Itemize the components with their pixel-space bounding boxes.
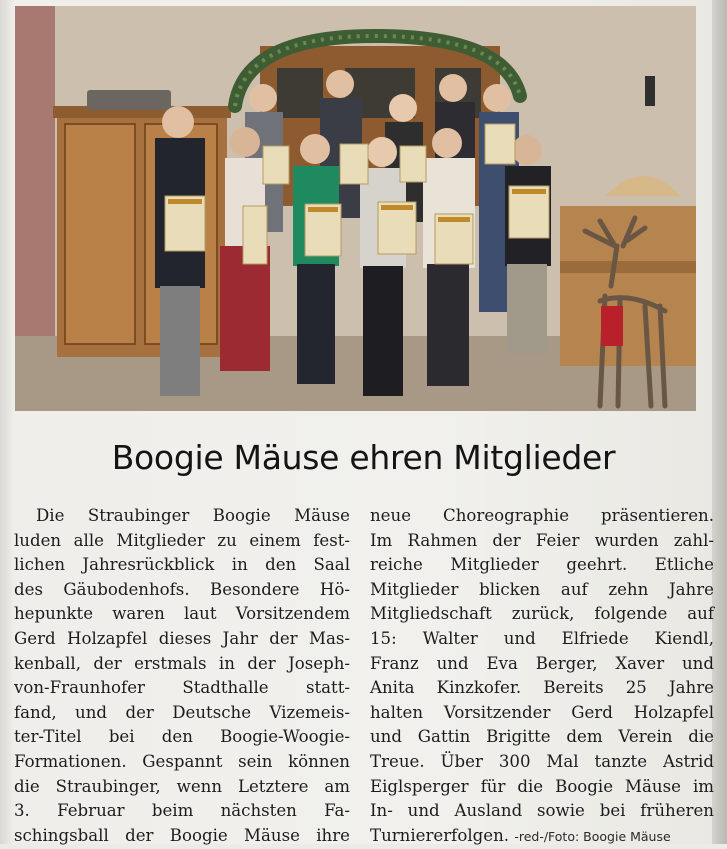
- body-line: neue Choreographie präsentieren.: [370, 506, 714, 525]
- group-photo: [15, 6, 696, 411]
- body-line: kenball, der erstmals in der Joseph-: [14, 653, 350, 673]
- body-line: von-Fraunhofer Stadthalle statt-: [14, 678, 350, 698]
- body-line: reiche Mitglieder geehrt. Etliche: [370, 555, 714, 575]
- body-line: Mitglieder blicken auf zehn Jahre: [370, 579, 714, 599]
- body-line: ter-Titel bei den Boogie-Woogie-: [14, 727, 350, 747]
- body-line: Im Rahmen der Feier wurden zahl-: [370, 530, 714, 550]
- body-line: halten Vorsitzender Gerd Holzapfel: [370, 702, 714, 722]
- body-line: Gerd Holzapfel dieses Jahr der Mas-: [14, 628, 350, 648]
- body-line: Anita Kinzkofer. Bereits 25 Jahre: [370, 678, 714, 698]
- body-line-end: Turniererfolgen.: [370, 825, 510, 845]
- body-line: schingsball der Boogie Mäuse ihre: [14, 825, 350, 845]
- body-line: und Gattin Brigitte dem Verein die: [370, 727, 714, 747]
- body-line: fand, und der Deutsche Vizemeis-: [14, 702, 350, 722]
- article-column-right: [370, 504, 714, 849]
- article-column-left: [14, 504, 350, 848]
- article-headline: Boogie Mäuse ehren Mitglieder: [111, 438, 616, 477]
- body-line: hepunkte waren laut Vorsitzendem: [14, 604, 350, 624]
- body-line: die Straubinger, wenn Letztere am: [14, 776, 350, 796]
- body-line: luden alle Mitglieder zu einem fest-: [14, 530, 350, 550]
- group-photo-image: [15, 6, 696, 411]
- body-line: 15: Walter und Elfriede Kiendl,: [370, 628, 714, 648]
- body-line: Franz und Eva Berger, Xaver und: [370, 653, 714, 673]
- last-line: [370, 824, 714, 849]
- adjacent-page-edge: [712, 0, 727, 844]
- body-line: Die Straubinger Boogie Mäuse: [36, 506, 350, 525]
- body-line: Eiglsperger für die Boogie Mäuse im: [370, 776, 714, 796]
- body-line: Mitgliedschaft zurück, folgende auf: [370, 604, 714, 624]
- body-line: Formationen. Gespannt sein können: [14, 751, 350, 771]
- body-line: des Gäubodenhofs. Besondere Hö-: [14, 579, 350, 599]
- body-line: 3. Februar beim nächsten Fa-: [14, 801, 350, 821]
- body-line: Treue. Über 300 Mal tanzte Astrid: [370, 751, 714, 771]
- body-line: lichen Jahresrückblick in den Saal: [14, 555, 350, 575]
- body-line: In- und Ausland sowie bei früheren: [370, 801, 714, 821]
- photo-credit: -red-/Foto: Boogie Mäuse: [514, 828, 671, 844]
